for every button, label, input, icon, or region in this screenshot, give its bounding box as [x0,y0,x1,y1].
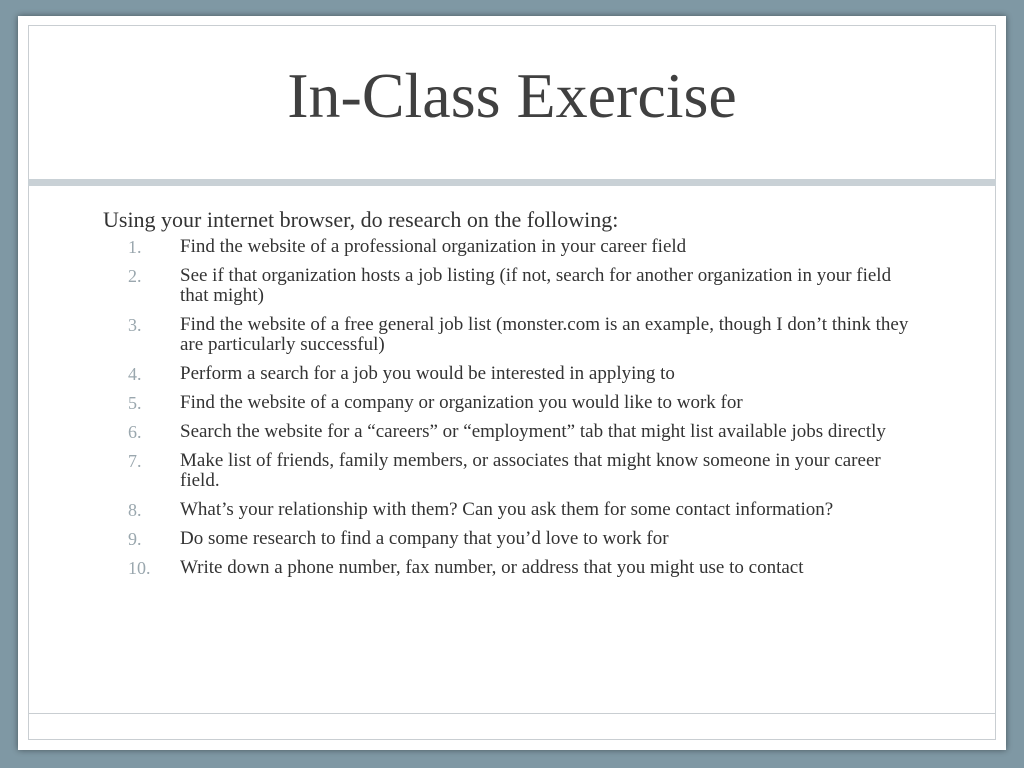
list-item [103,315,913,355]
list-item-text: See if that organization hosts a job listing (if not, search for another organization in your field that might) [180,265,892,306]
list-item-text: Find the website of a company or organization you would like to work for [180,392,743,413]
slide [18,16,1006,750]
list-item-text: Perform a search for a job you would be interested in applying to [180,363,675,384]
list-item [103,393,913,413]
list-item-number: 5. [128,393,142,413]
list-item [103,500,913,520]
list-item-number: 1. [128,237,142,257]
list-item [103,266,913,306]
title-divider-band [28,179,996,186]
list-item [103,237,913,257]
footer-divider [28,713,996,714]
list-item-number: 7. [128,451,142,471]
intro-text: Using your internet browser, do research on the following: [103,207,619,232]
list-item-text: Find the website of a professional organization in your career field [180,236,687,257]
slide-content [103,206,913,587]
exercise-list [103,237,913,578]
list-item-text: Do some research to find a company that you’d love to work for [180,528,669,549]
list-item-number: 8. [128,500,142,520]
list-item-number: 9. [128,529,142,549]
list-item [103,558,913,578]
list-item-text: What’s your relationship with them? Can you ask them for some contact information? [180,499,834,520]
list-item [103,451,913,491]
list-item-number: 3. [128,315,142,335]
list-item-number: 10. [128,558,151,578]
list-item-text: Write down a phone number, fax number, or address that you might use to contact [180,557,804,578]
list-item [103,422,913,442]
list-item-text: Find the website of a free general job list (monster.com is an example, though I don’t think they are particularly successful) [180,314,909,355]
list-item-number: 6. [128,422,142,442]
list-item-text: Make list of friends, family members, or associates that might know someone in your career field. [180,450,881,491]
slide-title: In-Class Exercise [287,60,737,131]
list-item [103,529,913,549]
list-item-number: 2. [128,266,142,286]
list-item [103,364,913,384]
list-item-number: 4. [128,364,142,384]
list-item-text: Search the website for a “careers” or “employment” tab that might list available jobs directly [180,421,886,442]
